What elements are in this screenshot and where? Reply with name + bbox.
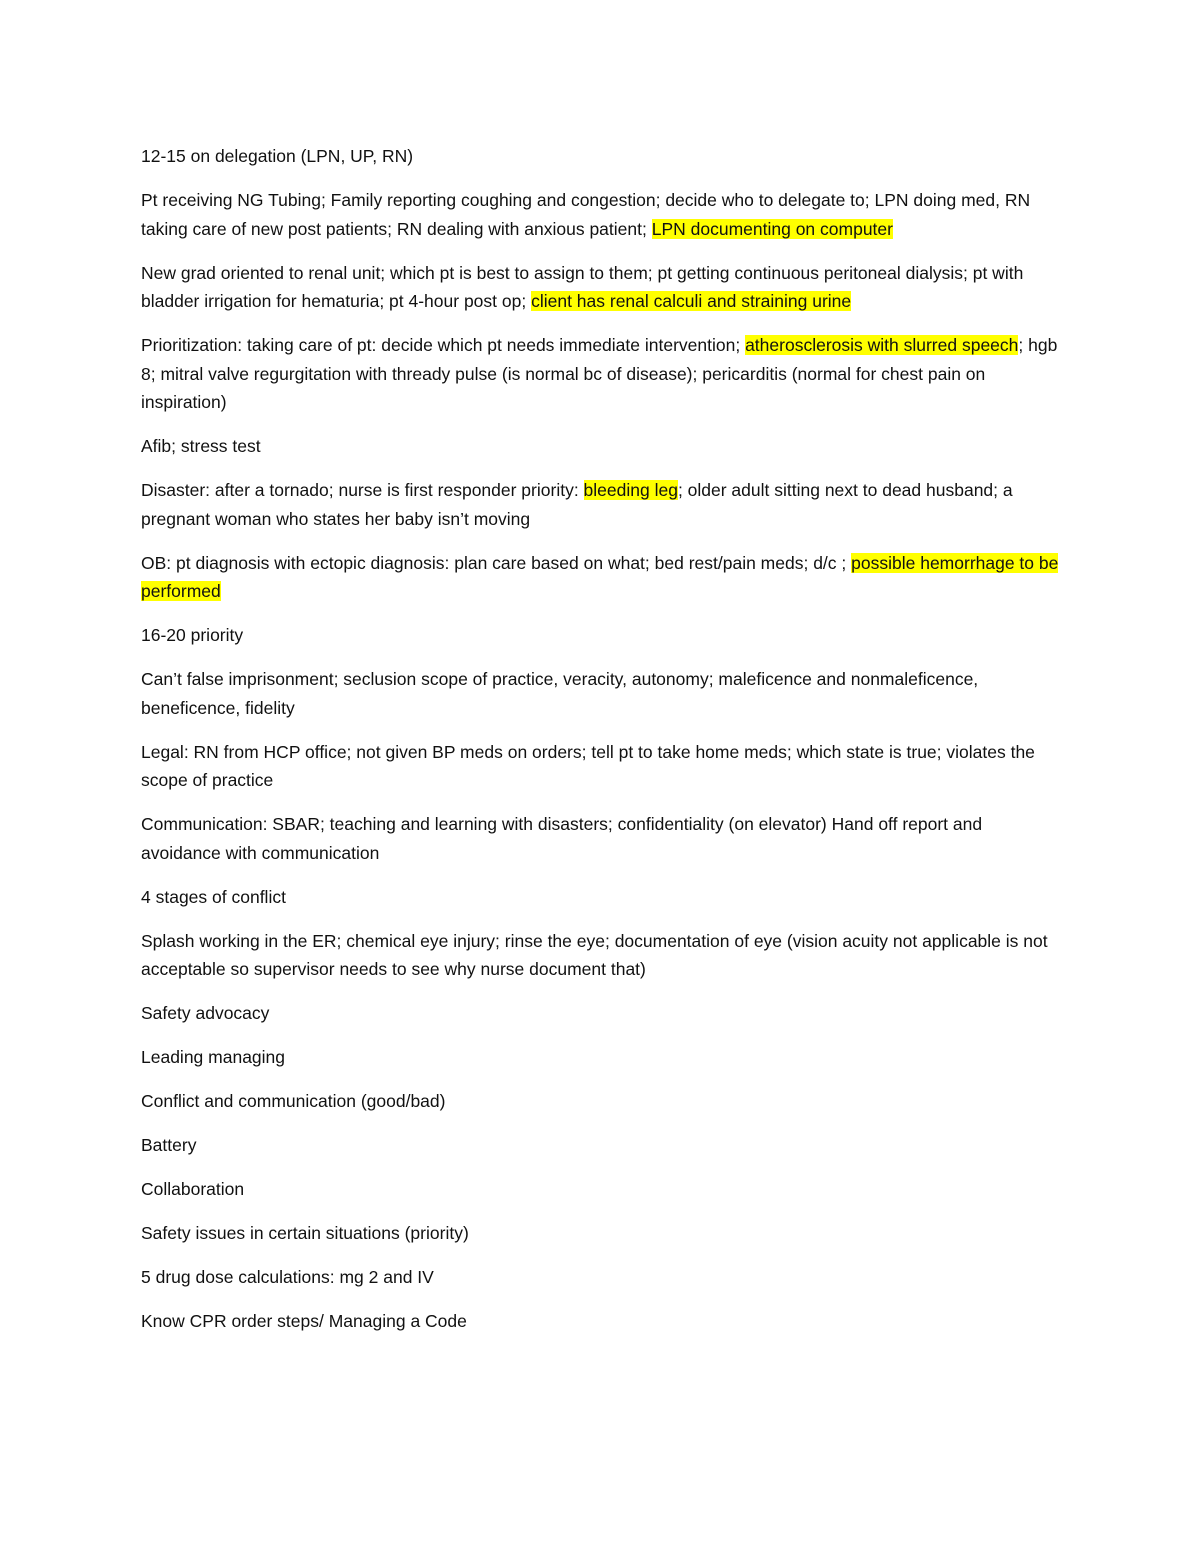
paragraph-prioritization (141, 331, 1061, 417)
paragraph-safety-advocacy (141, 999, 1061, 1028)
paragraph-text: Know CPR order steps/ Managing a Code (141, 1311, 467, 1331)
paragraph-text: Legal: RN from HCP office; not given BP meds on orders; tell pt to take home meds; which state is true; violates the scope of practice (141, 741, 1035, 790)
paragraph-disaster (141, 476, 1061, 533)
paragraph-ob (141, 549, 1061, 606)
paragraph-communication (141, 810, 1061, 867)
paragraph-text: 16-20 priority (141, 625, 244, 645)
paragraph-text: Battery (141, 1135, 197, 1155)
highlighted-answer: possible hemorrhage to be performed (141, 552, 1059, 601)
paragraph-text: ; older adult sitting next to dead husband; a pregnant woman who states her baby isn’t moving (141, 480, 1013, 529)
paragraph-text: 12-15 on delegation (LPN, UP, RN) (141, 146, 414, 166)
paragraph-collaboration (141, 1175, 1061, 1204)
paragraph-battery (141, 1131, 1061, 1160)
paragraph-text: Afib; stress test (141, 436, 261, 456)
paragraph-text: ; hgb 8; mitral valve regurgitation with thready pulse (is normal bc of disease); pericarditis (normal for chest pain on inspiration) (141, 335, 1058, 412)
highlighted-answer: client has renal calculi and straining urine (531, 291, 852, 311)
paragraph-conflict-communication (141, 1087, 1061, 1116)
paragraph-text: Splash working in the ER; chemical eye injury; rinse the eye; documentation of eye (vision acuity not applicable is not acceptable so supervisor needs to see why nurse document that) (141, 930, 1048, 979)
paragraph-splash (141, 927, 1061, 984)
paragraph-ng-tubing (141, 186, 1061, 243)
paragraph-safety-issues (141, 1219, 1061, 1248)
paragraph-legal (141, 738, 1061, 795)
paragraph-drug-dose (141, 1263, 1061, 1292)
paragraph-conflict-stages (141, 883, 1061, 912)
paragraph-text: Pt receiving NG Tubing; Family reporting coughing and congestion; decide who to delegate to; LPN doing med, RN taking care of new post patients; RN dealing with anxious patient; (141, 190, 1031, 239)
paragraph-text: Safety advocacy (141, 1003, 270, 1023)
paragraph-afib (141, 432, 1061, 461)
paragraph-text: Leading managing (141, 1047, 286, 1067)
paragraph-text: 4 stages of conflict (141, 886, 286, 907)
highlighted-answer: LPN documenting on computer (651, 218, 893, 239)
paragraph-text: New grad oriented to renal unit; which pt is best to assign to them; pt getting continuous peritoneal dialysis; pt with bladder irrigation for hematuria; pt 4-hour post op; (141, 262, 1024, 311)
paragraph-cpr (141, 1307, 1061, 1336)
highlighted-answer: bleeding leg (583, 480, 678, 500)
paragraph-leading-managing (141, 1043, 1061, 1072)
paragraph-text: Communication: SBAR; teaching and learning with disasters; confidentiality (on elevator) Hand off report and avoidance with communication (141, 814, 983, 863)
paragraph-ethics (141, 665, 1061, 722)
paragraph-text: Conflict and communication (good/bad) (141, 1091, 446, 1111)
highlighted-answer: atherosclerosis with slurred speech (745, 335, 1019, 355)
paragraph-text: Disaster: after a tornado; nurse is first responder priority: (141, 480, 584, 500)
document-body (141, 142, 1061, 1351)
paragraph-text: Prioritization: taking care of pt: decide which pt needs immediate intervention; (141, 335, 746, 355)
paragraph-delegation-heading (141, 142, 1061, 171)
paragraph-text: Collaboration (141, 1179, 245, 1199)
paragraph-text: Safety issues in certain situations (priority) (141, 1223, 469, 1243)
paragraph-text: 5 drug dose calculations: mg 2 and IV (141, 1267, 434, 1287)
paragraph-new-grad (141, 259, 1061, 316)
paragraph-priority-heading (141, 621, 1061, 650)
paragraph-text: Can’t false imprisonment; seclusion scope of practice, veracity, autonomy; maleficence and nonmaleficence, beneficence, fidelity (141, 669, 979, 718)
paragraph-text: OB: pt diagnosis with ectopic diagnosis: plan care based on what; bed rest/pain meds; d/c ; (141, 552, 852, 573)
